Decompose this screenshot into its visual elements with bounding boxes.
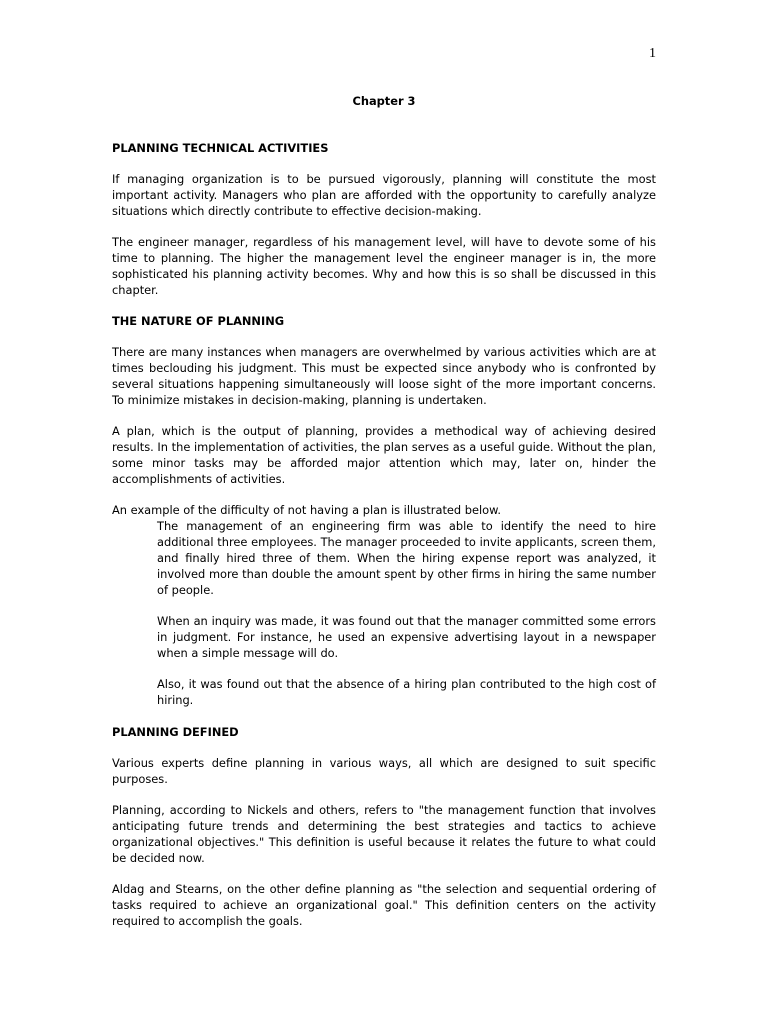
paragraph: If managing organization is to be pursued vigorously, planning will constitute the most important activity. Managers who plan are afforded with the opportunity to carefully analyze situations which directly contribute to effective decision-making.	[112, 172, 656, 218]
chapter-title: Chapter 3	[352, 94, 416, 108]
paragraph: A plan, which is the output of planning, provides a methodical way of achieving desired results. In the implementation of activities, the plan serves as a useful guide. Without the plan, some minor tasks may be afforded major attention which may, later on, hinder the accomplishments of activities.	[112, 424, 656, 486]
example-block	[157, 518, 656, 708]
section-heading-planning-technical-activities: PLANNING TECHNICAL ACTIVITIES	[112, 141, 329, 155]
paragraph: Aldag and Stearns, on the other define planning as "the selection and sequential ordering of tasks required to achieve an organizational goal." This definition centers on the activity required to accomplish the goals.	[112, 882, 656, 928]
example-paragraph: Also, it was found out that the absence of a hiring plan contributed to the high cost of hiring.	[157, 677, 656, 707]
section-heading-nature-of-planning: THE NATURE OF PLANNING	[112, 314, 285, 328]
paragraph: The engineer manager, regardless of his management level, will have to devote some of his time to planning. The higher the management level the engineer manager is in, the more sophisticated his planning activity becomes. Why and how this is so shall be discussed in this chapter.	[112, 235, 656, 297]
example-paragraph: When an inquiry was made, it was found out that the manager committed some errors in judgment. For instance, he used an expensive advertising layout in a newspaper when a simple message will do.	[157, 614, 656, 660]
section-heading-planning-defined: PLANNING DEFINED	[112, 725, 239, 739]
document-body	[112, 140, 656, 944]
paragraph-example-intro: An example of the difficulty of not having a plan is illustrated below.	[112, 503, 502, 517]
paragraph: Various experts define planning in various ways, all which are designed to suit specific purposes.	[112, 756, 656, 786]
page-number: 1	[649, 46, 656, 61]
example-paragraph: The management of an engineering firm was able to identify the need to hire additional three employees. The manager proceeded to invite applicants, screen them, and finally hired three of them. When the hiring expense report was analyzed, it involved more than double the amount spent by other firms in hiring the same number of people.	[157, 519, 656, 597]
paragraph: There are many instances when managers are overwhelmed by various activities which are at times beclouding his judgment. This must be expected since anybody who is confronted by several situations happening simultaneously will loose sight of the more important concerns. To minimize mistakes in decision-making, planning is undertaken.	[112, 345, 656, 407]
paragraph: Planning, according to Nickels and others, refers to "the management function that involves anticipating future trends and determining the best strategies and tactics to achieve organizational objectives." This definition is useful because it relates the future to what could be decided now.	[112, 803, 656, 865]
